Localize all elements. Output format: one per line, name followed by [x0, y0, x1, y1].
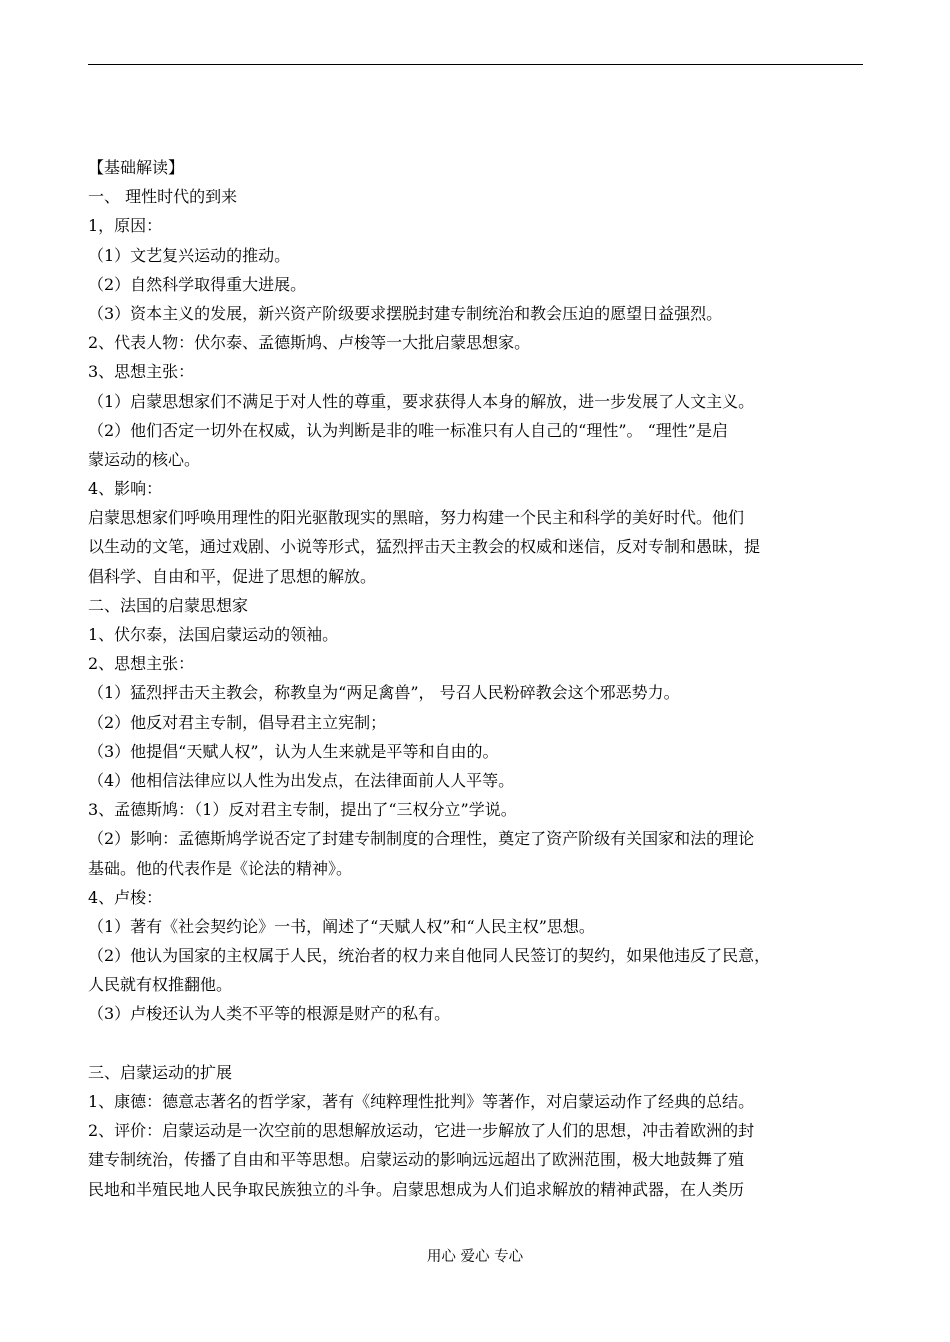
text-line: （3）他提倡“天赋人权”，认为人生来就是平等和自由的。 — [88, 741, 499, 761]
text-line: （2）自然科学取得重大进展。 — [88, 274, 307, 294]
blank-line — [88, 1029, 863, 1058]
page-footer: 用心 爱心 专心 — [426, 1249, 524, 1265]
text-line: （2）他反对君主专制，倡导君主立宪制； — [88, 712, 387, 732]
text-line: （1）猛烈抨击天主教会，称教皇为“两足禽兽”， 号召人民粉碎教会这个邪恶势力。 — [88, 683, 680, 703]
text-line: 一、 理性时代的到来 — [88, 187, 238, 207]
text-line: （1）著有《社会契约论》一书，阐述了“天赋人权”和“人民主权”思想。 — [88, 916, 595, 936]
text-line: 三、启蒙运动的扩展 — [88, 1062, 233, 1082]
text-line: 基础。他的代表作是《论法的精神》。 — [88, 858, 353, 878]
text-line: 3、孟德斯鸠：（1）反对君主专制，提出了“三权分立”学说。 — [88, 800, 517, 820]
text-line: 建专制统治，传播了自由和平等思想。启蒙运动的影响远远超出了欧洲范围，极大地鼓舞了殖 — [88, 1150, 745, 1170]
text-line: （1）文艺复兴运动的推动。 — [88, 245, 291, 265]
text-line: （2）影响：孟德斯鸠学说否定了封建专制制度的合理性，奠定了资产阶级有关国家和法的理论 — [88, 829, 755, 849]
text-line: 2、评价：启蒙运动是一次空前的思想解放运动，它进一步解放了人们的思想，冲击着欧洲的封 — [88, 1121, 755, 1141]
text-line: 4、影响： — [88, 479, 163, 499]
text-line: （1）启蒙思想家们不满足于对人性的尊重，要求获得人本身的解放，进一步发展了人文主义。 — [88, 391, 755, 411]
text-line: 1、伏尔泰，法国启蒙运动的领袖。 — [88, 625, 339, 644]
text-line: 蒙运动的核心。 — [88, 449, 201, 469]
text-line: （4）他相信法律应以人性为出发点，在法律面前人人平等。 — [88, 770, 515, 790]
text-line: （2）他们否定一切外在权威，认为判断是非的唯一标准只有人自己的“理性”。 “理性”是启 — [88, 420, 728, 440]
text-line: （3）卢梭还认为人类不平等的根源是财产的私有。 — [88, 1004, 451, 1024]
document-body — [88, 153, 863, 1204]
text-line: 4、卢梭： — [88, 887, 163, 907]
header-rule — [88, 64, 863, 65]
text-line: 2、代表人物：伏尔泰、孟德斯鸠、卢梭等一大批启蒙思想家。 — [88, 333, 531, 353]
text-line: （3）资本主义的发展，新兴资产阶级要求摆脱封建专制统治和教会压迫的愿望日益强烈。 — [88, 303, 723, 323]
text-line: 1，原因： — [88, 216, 163, 236]
text-line: 1、康德：德意志著名的哲学家，著有《纯粹理性批判》等著作，对启蒙运动作了经典的总结。 — [88, 1092, 755, 1111]
text-line: 倡科学、自由和平，促进了思想的解放。 — [88, 566, 377, 586]
text-line: 【基础解读】 — [88, 158, 185, 177]
text-line: 以生动的文笔，通过戏剧、小说等形式，猛烈抨击天主教会的权威和迷信，反对专制和愚昧，提 — [88, 537, 761, 557]
text-line: 3、思想主张： — [88, 362, 195, 382]
text-line: 人民就有权推翻他。 — [88, 975, 233, 995]
text-line: 2、思想主张： — [88, 654, 195, 674]
text-line: 启蒙思想家们呼唤用理性的阳光驱散现实的黑暗，努力构建一个民主和科学的美好时代。他们 — [88, 508, 745, 528]
text-line: 民地和半殖民地人民争取民族独立的斗争。启蒙思想成为人们追求解放的精神武器，在人类历 — [88, 1179, 745, 1199]
text-line: （2）他认为国家的主权属于人民，统治者的权力来自他同人民签订的契约，如果他违反了民意， — [88, 946, 771, 966]
text-line: 二、法国的启蒙思想家 — [88, 595, 249, 615]
